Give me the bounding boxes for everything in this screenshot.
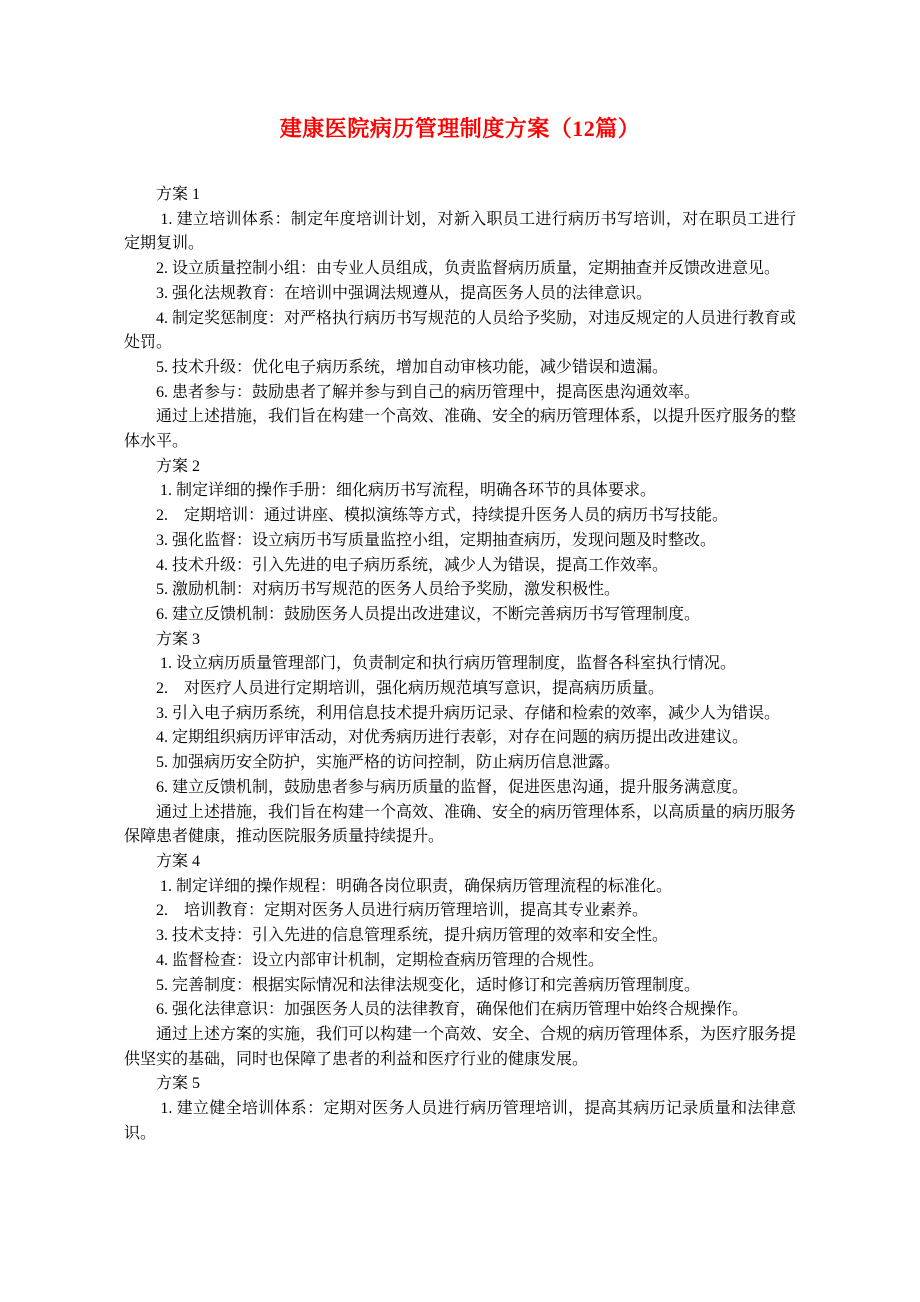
section-item: 2. 设立质量控制小组：由专业人员组成，负责监督病历质量，定期抽查并反馈改进意见。: [156, 260, 781, 278]
section-item: 3. 技术支持：引入先进的信息管理系统，提升病历管理的效率和安全性。: [156, 927, 669, 945]
section-closing: 通过上述措施，我们旨在构建一个高效、准确、安全的病历管理体系，以提升医疗服务的整体水平。: [124, 408, 797, 451]
section-heading: 方案 1: [156, 186, 201, 203]
section-item: 4. 制定奖惩制度：对严格执行病历书写规范的人员给予奖励，对违反规定的人员进行教育或处罚。: [124, 309, 797, 352]
section-item: 1. 制定详细的操作手册：细化病历书写流程，明确各环节的具体要求。: [156, 482, 657, 500]
section-heading: 方案 2: [156, 457, 201, 475]
section-item: 2. 培训教育：定期对医务人员进行病历管理培训，提高其专业素养。: [156, 902, 649, 920]
section-item: 5. 完善制度：根据实际情况和法律法规变化，适时修订和完善病历管理制度。: [156, 976, 701, 994]
section-item: 5. 激励机制：对病历书写规范的医务人员给予奖励，激发积极性。: [156, 581, 621, 599]
section-item: 3. 强化法规教育：在培训中强调法规遵从，提高医务人员的法律意识。: [156, 284, 653, 302]
section-item: 4. 监督检查：设立内部审计机制，定期检查病历管理的合规性。: [156, 951, 605, 969]
section-item: 5. 技术升级：优化电子病历系统，增加自动审核功能，减少错误和遗漏。: [156, 358, 669, 376]
document-body: [124, 183, 796, 1146]
section-item: 1. 建立健全培训体系：定期对医务人员进行病历管理培训，提高其病历记录质量和法律意识。: [124, 1100, 796, 1142]
section-item: 2. 定期培训：通过讲座、模拟演练等方式，持续提升医务人员的病历书写技能。: [156, 507, 729, 525]
section-closing: 通过上述方案的实施，我们可以构建一个高效、安全、合规的病历管理体系，为医疗服务提供坚实的基础，同时也保障了患者的利益和医疗行业的健康发展。: [124, 1025, 797, 1068]
section-item: 3. 强化监督：设立病历书写质量监控小组，定期抽查病历，发现问题及时整改。: [156, 531, 717, 549]
section-item: 4. 定期组织病历评审活动，对优秀病历进行表彰，对存在问题的病历提出改进建议。: [156, 729, 749, 747]
section-item: 1. 建立培训体系：制定年度培训计划，对新入职员工进行病历书写培训，对在职员工进行定期复训。: [124, 210, 796, 253]
section-item: 2. 对医疗人员进行定期培训，强化病历规范填写意识，提高病历质量。: [156, 680, 665, 698]
section-item: 5. 加强病历安全防护，实施严格的访问控制，防止病历信息泄露。: [156, 754, 621, 772]
section-item: 6. 建立反馈机制：鼓励医务人员提出改进建议，不断完善病历书写管理制度。: [156, 605, 701, 623]
section-item: 1. 设立病历质量管理部门，负责制定和执行病历管理制度，监督各科室执行情况。: [156, 655, 737, 673]
section-item: 6. 患者参与：鼓励患者了解并参与到自己的病历管理中，提高医患沟通效率。: [156, 383, 701, 401]
section-closing: 通过上述措施，我们旨在构建一个高效、准确、安全的病历管理体系，以高质量的病历服务保障患者健康，推动医院服务质量持续提升。: [124, 803, 797, 846]
section-heading: 方案 5: [156, 1075, 201, 1093]
section-item: 4. 技术升级：引入先进的电子病历系统，减少人为错误，提高工作效率。: [156, 556, 669, 574]
section-item: 6. 建立反馈机制，鼓励患者参与病历质量的监督，促进医患沟通，提升服务满意度。: [156, 778, 749, 796]
section-item: 6. 强化法律意识：加强医务人员的法律教育，确保他们在病历管理中始终合规操作。: [156, 1001, 749, 1019]
section-heading: 方案 4: [156, 852, 201, 870]
section-item: 3. 引入电子病历系统，利用信息技术提升病历记录、存储和检索的效率，减少人为错误。: [156, 704, 781, 722]
document-title: 建康医院病历管理制度方案（12篇）: [279, 116, 641, 141]
section-item: 1. 制定详细的操作规程：明确各岗位职责，确保病历管理流程的标准化。: [156, 877, 673, 895]
section-heading: 方案 3: [156, 630, 201, 648]
